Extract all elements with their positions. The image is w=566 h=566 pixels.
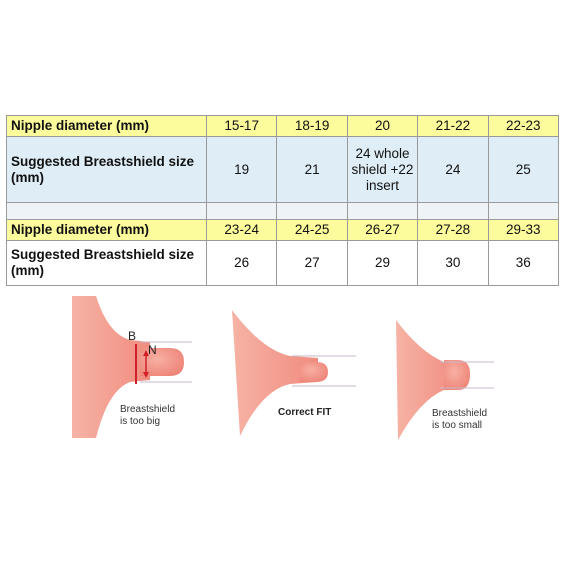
table-row-shield-size-2: [7, 241, 559, 286]
fit-illustrations-svg: [0, 290, 566, 450]
table-cell: 29-33: [488, 220, 558, 241]
table-row-nipple-diameter-1: [7, 116, 559, 137]
figure-too-small: [396, 320, 494, 440]
figure-correct-fit: [232, 310, 356, 436]
row-label: Suggested Breastshield size (mm): [7, 241, 207, 286]
breastshield-size-table: [6, 115, 559, 286]
marker-n-label: N: [148, 343, 157, 357]
table-cell: 36: [488, 241, 558, 286]
table-row-nipple-diameter-2: [7, 220, 559, 241]
table-cell: 30: [418, 241, 488, 286]
fit-illustrations: [0, 290, 566, 450]
table-cell: 18-19: [277, 116, 347, 137]
row-label: Suggested Breastshield size (mm): [7, 137, 207, 203]
nipple-shape: [300, 362, 328, 382]
table-cell: 26-27: [347, 220, 417, 241]
correct-fit-caption: Correct FIT: [278, 407, 332, 418]
table-cell: 24-25: [277, 220, 347, 241]
figure-too-big: [72, 296, 192, 438]
table-row-shield-size-1: [7, 137, 559, 203]
table-cell: 15-17: [207, 116, 277, 137]
too-big-caption-line2: is too big: [120, 416, 161, 427]
table-cell: 24: [418, 137, 488, 203]
table-cell: 27: [277, 241, 347, 286]
table-cell: 19: [207, 137, 277, 203]
table-cell: 21: [277, 137, 347, 203]
table-cell: 24 whole shield +22 insert: [347, 137, 417, 203]
table-separator-row: [7, 203, 559, 220]
nipple-shape: [444, 360, 470, 390]
row-label: Nipple diameter (mm): [7, 220, 207, 241]
marker-b-label: B: [128, 329, 137, 343]
too-small-caption-line2: is too small: [432, 420, 483, 431]
too-big-caption-line1: Breastshield: [120, 404, 176, 415]
table-cell: 26: [207, 241, 277, 286]
too-small-caption-line1: Breastshield: [432, 408, 488, 419]
table-cell: 20: [347, 116, 417, 137]
table-cell: 21-22: [418, 116, 488, 137]
table-cell: 25: [488, 137, 558, 203]
row-label: Nipple diameter (mm): [7, 116, 207, 137]
table-cell: 29: [347, 241, 417, 286]
table-cell: 22-23: [488, 116, 558, 137]
table-cell: 23-24: [207, 220, 277, 241]
table-cell: 27-28: [418, 220, 488, 241]
